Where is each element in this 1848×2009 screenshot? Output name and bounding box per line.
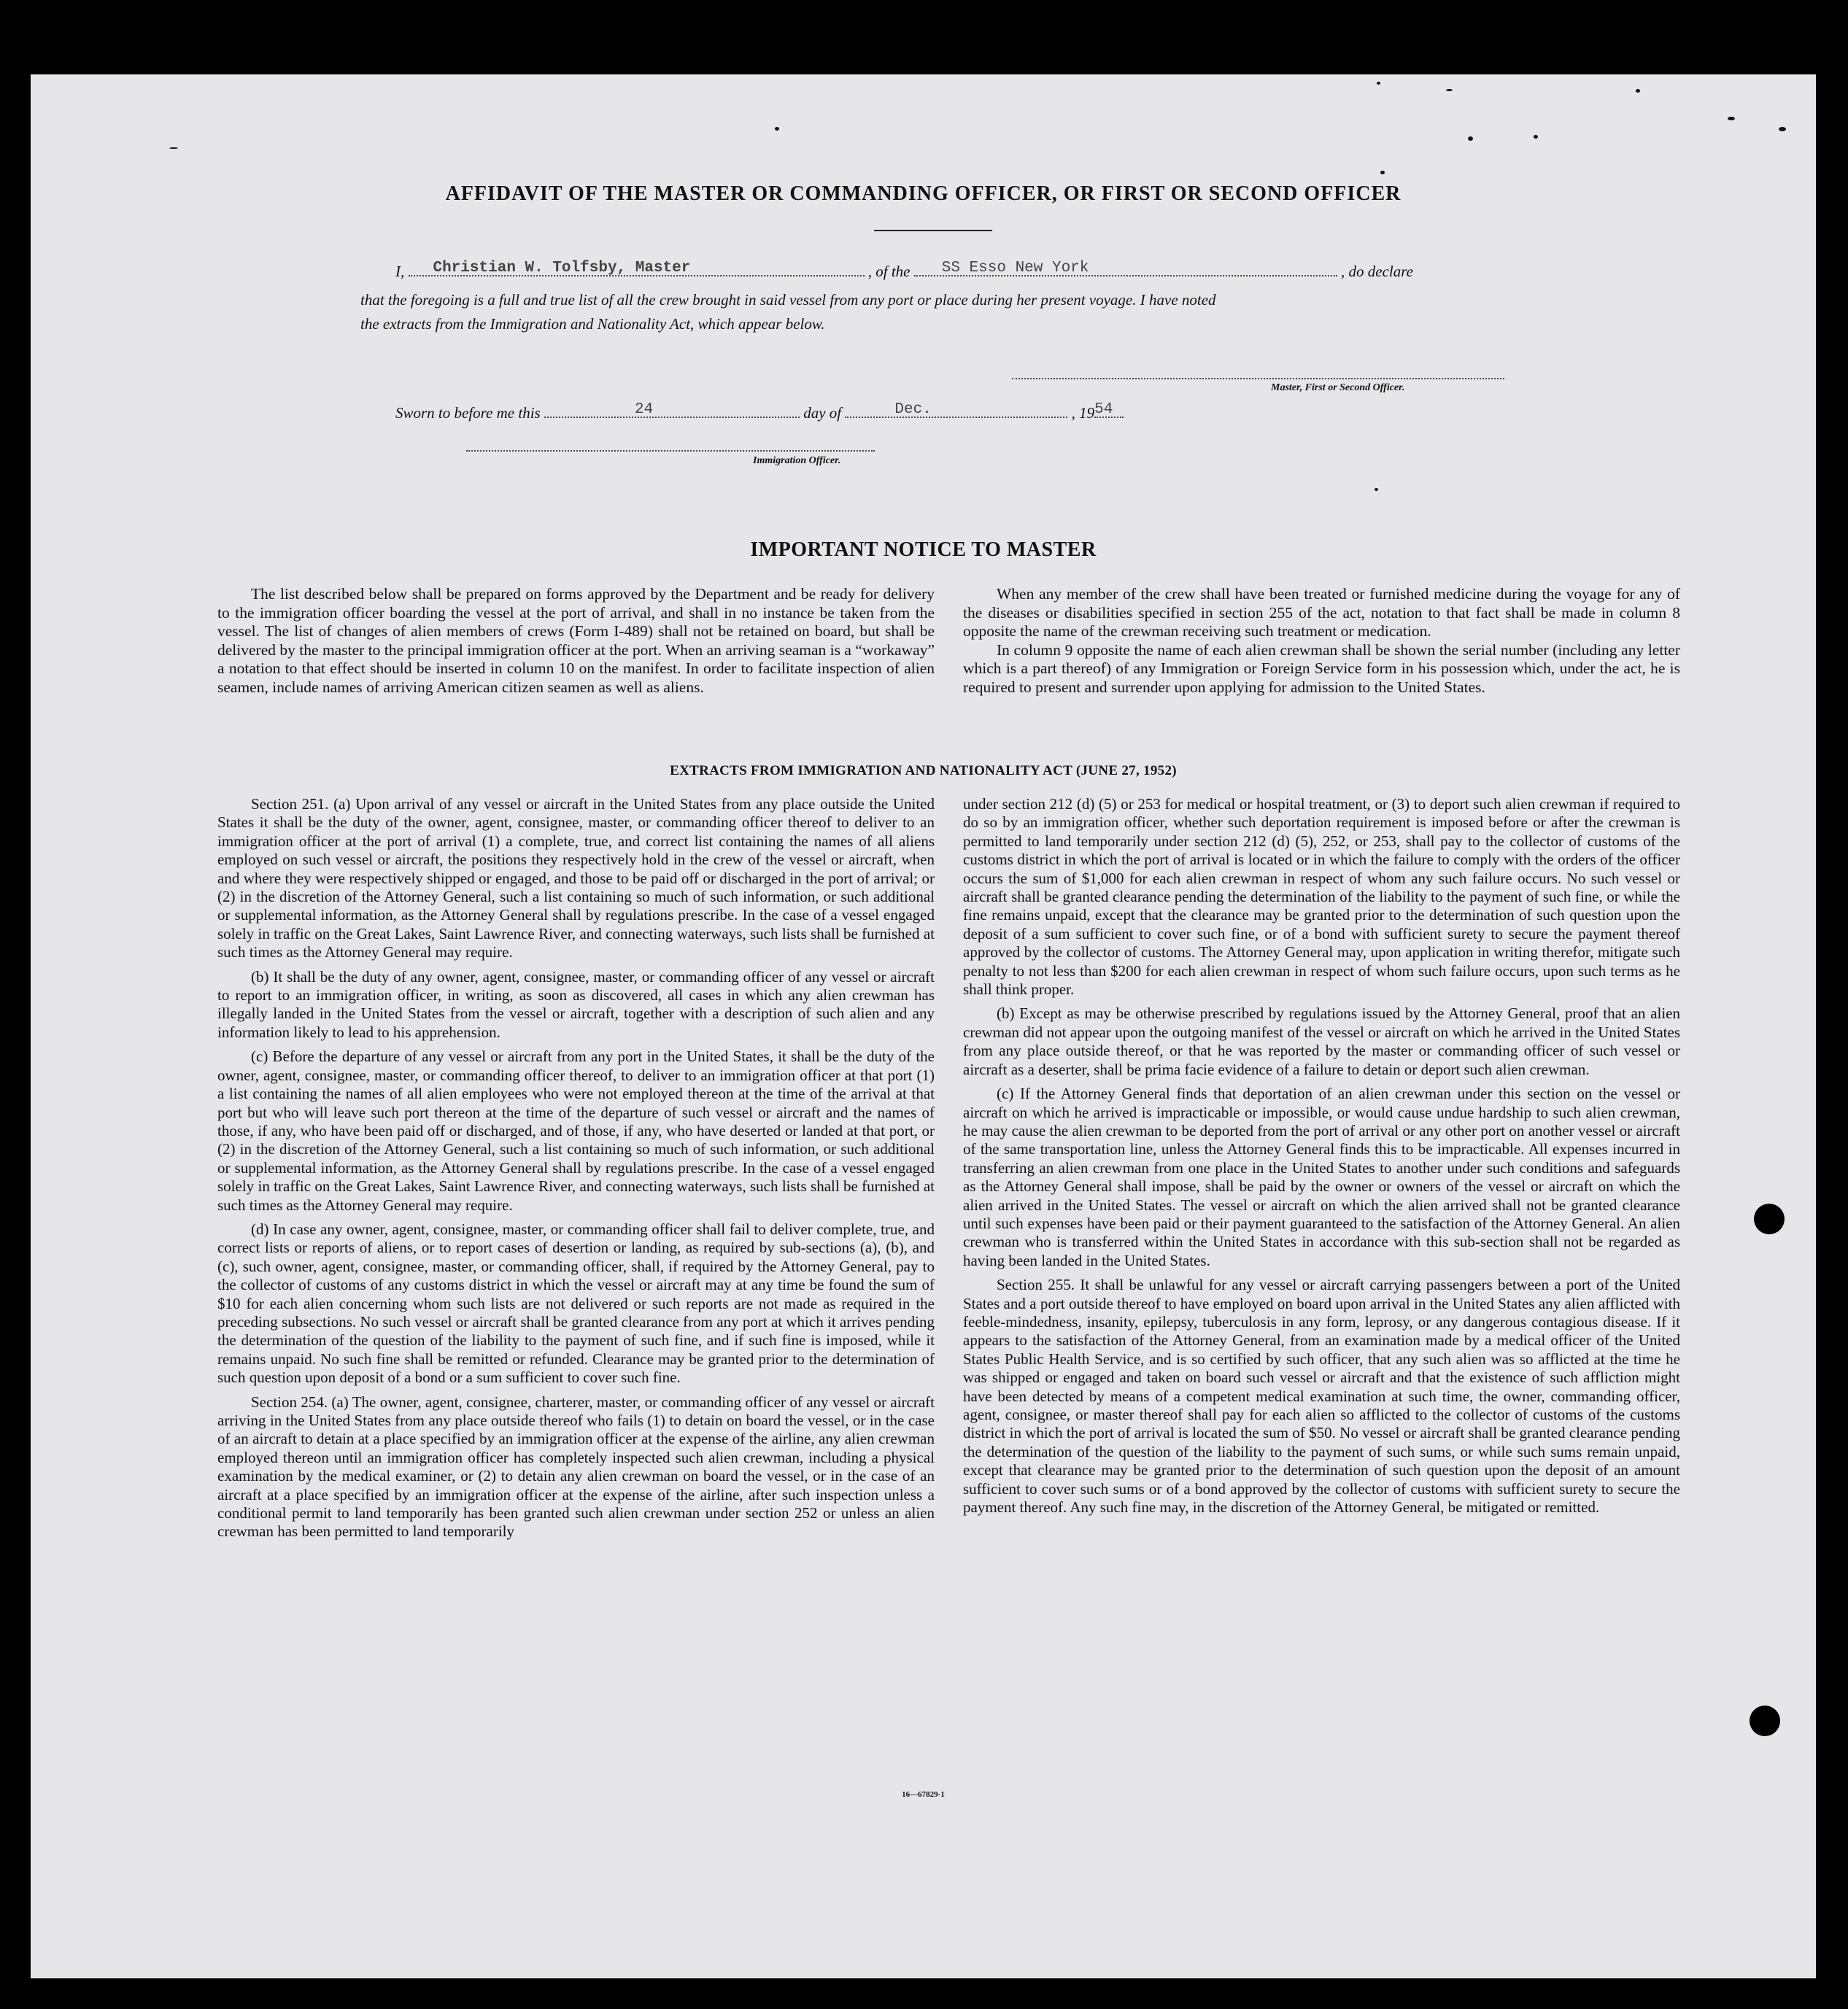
speck [1779,127,1786,131]
notice-right-paragraph-2: In column 9 opposite the name of each alien crewman shall be shown the serial number (including any letter which is a part thereof) of any Immigration or Foreign Service form in his possession which, under the act, he is required to present and surrender upon applying for admission to the United States. [963,640,1680,696]
speck [1380,171,1385,174]
sworn-label: Sworn to before me this [395,404,541,422]
speck [1377,82,1380,85]
title-divider [874,230,992,231]
speck [1375,488,1378,491]
master-name-field[interactable] [409,262,865,276]
speck [1534,135,1538,139]
notice-left-paragraph: The list described below shall be prepared on forms approved by the Department and be ready for delivery to the immigration officer boarding the vessel at the port of arrival, and shall in no instance be taken from the vessel. The list of changes of alien members of crews (Form I-489) shall not be retained on board, but shall be delivered by the master to the principal immigration officer at the port. When an arriving seaman is a “workaway” a notation to that effect should be inserted in column 10 on the manifest. In order to facilitate inspection of alien seamen, include names of arriving American citizen seamen as well as aliens. [217,585,935,696]
section-254-a: Section 254. (a) The owner, agent, consignee, charterer, master, or commanding officer of any vessel or aircraft arriving in the United States from any place outside thereof who fails (1) to detain on board the vessel, or in the case of an aircraft to detain at a place specified by an immigration officer at the expense of the airline, any alien crewman employed thereon until an immigration officer has completely inspected such alien crewman, including a physical examination by the medical examiner, or (2) to detain any alien crewman on board the vessel, or in the case of an aircraft at a place specified by an immigration officer at the expense of the airline, after such inspection unless a conditional permit to land temporarily has been granted such alien crewman under section 252 or unless an alien crewman has been permitted to land temporarily [217,1393,935,1541]
notice-right-paragraph-1: When any member of the crew shall have been treated or furnished medicine during the voyage for any of the diseases or disabilities specified in section 255 of the act, notation to that fact shall be made in column 8 opposite the name of the crewman receiving such treatment or medication. [963,585,1680,640]
extracts-right-column [963,795,1680,1517]
i-label: I, [395,263,405,280]
day-of-label: day of [803,404,842,422]
extracts-title: EXTRACTS FROM IMMIGRATION AND NATIONALITY ACT (JUNE 27, 1952) [670,763,1177,778]
declaration-line-2: the extracts from the Immigration and Nationality Act, which appear below. [360,315,825,333]
section-251-d: (d) In case any owner, agent, consignee, master, or commanding officer shall fail to deliver complete, true, and correct lists or reports of aliens, or to report cases of desertion or landing, as required by sub-sections (a), (b), and (c), such owner, agent, consignee, master, or commanding officer, shall, if required by the Attorney General, pay to the collector of customs of any customs district in which the vessel or aircraft may at any time be found the sum of $10 for each alien concerning whom such lists are not delivered or such reports are not made as required in the preceding subsections. No such vessel or aircraft shall be granted clearance from any port at which it arrives pending the determination of the question of the liability to the payment of such fine, and if such fine is imposed, while it remains unpaid. No such fine shall be remitted or refunded. Clearance may be granted prior to the determination of such question upon deposit of a bond or a sum sufficient to cover such fine. [217,1220,935,1387]
master-name-value: Christian W. Tolfsby, Master [433,260,691,276]
notice-left-column [217,585,935,697]
speck [1468,136,1473,141]
punch-hole [1754,1204,1785,1234]
notice-right-column [963,585,1680,697]
officer-signature-caption: Immigration Officer. [753,455,841,466]
vessel-name-field[interactable] [914,262,1337,276]
affidavit-title: AFFIDAVIT OF THE MASTER OR COMMANDING OFFICER, OR FIRST OR SECOND OFFICER [445,182,1402,205]
master-declaration-line [395,262,1566,281]
speck [1446,89,1453,91]
section-254-c: (c) If the Attorney General finds that deportation of an alien crewman under this section on the vessel or aircraft on which he arrived is impracticable or impossible, or would cause undue hardship to such alien crewman, he may cause the alien crewman to be deported from the port of arrival or any other port on another vessel or aircraft of the same transportation line, unless the Attorney General finds this to be impracticable. All expenses incurred in transferring an alien crewman from one place in the United States to another under such conditions and safeguards as the Attorney General shall impose, shall be paid by the owner or owners of the vessel or aircraft on which the alien arrived in the United States. The vessel or aircraft on which the alien arrived shall not be granted clearance until such expenses have been paid or their payment guaranteed to the satisfaction of the Attorney General. An alien crewman who is transferred within the United States in accordance with this sub-section shall not be regarded as having been landed in the United States. [963,1085,1680,1269]
notice-title: IMPORTANT NOTICE TO MASTER [750,538,1097,561]
sworn-month-value: Dec. [894,401,932,418]
form-number: 16—67829-1 [902,1790,945,1799]
section-255: Section 255. It shall be unlawful for any vessel or aircraft carrying passengers between a port of the United States and a port outside thereof to have employed on board upon arrival in the United States any alien afflicted with feeble-mindedness, insanity, epilepsy, tuberculosis in any form, leprosy, or any dangerous contagious disease. If it appears to the satisfaction of the Attorney General, from an examination made by a medical officer of the United States Public Health Service, and is so certified by such officer, that any such alien was so afflicted at the time he was shipped or engaged and taken on board such vessel or aircraft and that the existence of such affliction might have been detected by means of a competent medical examination at such time, the owner, commanding officer, agent, consignee, or master thereof shall pay for each alien so afflicted to the collector of customs of the customs district in which the port of arrival is located the sum of $50. No vessel or aircraft shall be granted clearance pending the determination of the question of the liability to the payment of such sums, or while such sums remain unpaid, except that clearance may be granted prior to the determination of such question upon the deposit of an amount sufficient to cover such sums or of a bond approved by the collector of customs with sufficient surety to secure the payment thereof. Any such fine may, in the discretion of the Attorney General, be mitigated or remitted. [963,1276,1680,1517]
sworn-month-field[interactable] [845,403,1067,418]
document-page [31,74,1816,1978]
section-251-b: (b) It shall be the duty of any owner, agent, consignee, master, or commanding officer of any vessel or aircraft to report to an immigration officer, in writing, as soon as discovered, all cases in which any alien crewman has illegally landed in the United States from the vessel or aircraft, together with a description of such alien and any information likely to lead to his apprehension. [217,967,935,1041]
section-254-b: (b) Except as may be otherwise prescribed by regulations issued by the Attorney General, proof that an alien crewman did not appear upon the outgoing manifest of the vessel or aircraft on which he arrived in the United States from any place outside thereof, or that he was reported by the master or commanding officer of such vessel or aircraft as a deserter, shall be prima facie evidence of a failure to detain or deport such alien crewman. [963,1004,1680,1078]
officer-signature-line[interactable] [466,450,875,452]
speck [775,127,779,131]
declare-label: , do declare [1341,263,1413,280]
master-signature-caption: Master, First or Second Officer. [1271,382,1405,393]
year-prefix: , 19 [1071,404,1095,422]
of-the-label: , of the [867,263,911,280]
speck [169,147,178,149]
extracts-left-column [217,795,935,1541]
sworn-line [395,403,1124,422]
section-251-a: Section 251. (a) Upon arrival of any vessel or aircraft in the United States from any place outside the United States it shall be the duty of the owner, agent, consignee, master, or commanding officer thereof to deliver to an immigration officer at the port of arrival (1) a complete, true, and correct list containing the names of all aliens employed on such vessel or aircraft, the positions they respectively hold in the crew of the vessel or aircraft, when and where they were respectively shipped or engaged, and those to be paid off or discharged in the port of arrival; or (2) in the discretion of the Attorney General, such a list containing so much of such information, or such additional or supplemental information, as the Attorney General shall by regulations prescribe. In the case of a vessel engaged solely in traffic on the Great Lakes, Saint Lawrence River, and connecting waterways, such lists shall be furnished at such times as the Attorney General may require. [217,795,935,961]
section-254-a-continued: under section 212 (d) (5) or 253 for medical or hospital treatment, or (3) to deport such alien crewman if required to do so by an immigration officer, whether such deportation requirement is imposed before or after the crewman is permitted to land temporarily under section 212 (d) (5), 252, or 253, shall pay to the collector of customs of the customs district in which the port of arrival is located or in which the failure to comply with the orders of the officer occurs the sum of $1,000 for each alien crewman in respect of whom any such failure occurs. No such vessel or aircraft shall be granted clearance pending the determination of the liability to the payment of such fine, or while the fine remains unpaid, except that the clearance may be granted prior to the determination of such question upon the deposit of a sum sufficient to cover such fine, or of a bond with sufficient surety to secure the payment thereof approved by the collector of customs. The Attorney General may, upon application in writing therefor, mitigate such penalty to not less than $200 for each alien crewman in respect of whom such failure occurs, upon such terms as he shall think proper. [963,795,1680,999]
section-251-c: (c) Before the departure of any vessel or aircraft from any port in the United States, it shall be the duty of the owner, agent, consignee, master, or commanding officer thereof, to deliver to an immigration officer at that port (1) a list containing the names of all alien employees who were not employed thereon at the time of the arrival at that port but who will leave such port thereon at the time of the departure of such vessel or aircraft and the names of those, if any, who have been paid off or discharged, and of those, if any, who have deserted or landed at that port, or (2) in the discretion of the Attorney General, such a list containing so much of such information, or such additional or supplemental information, as the Attorney General shall by regulations prescribe. In the case of a vessel engaged solely in traffic on the Great Lakes, Saint Lawrence River, and connecting waterways, such lists shall be furnished at such times as the Attorney General may require. [217,1048,935,1214]
speck [1728,117,1735,120]
sworn-day-field[interactable] [544,403,800,418]
sworn-day-value: 24 [634,401,654,418]
master-signature-line[interactable] [1012,378,1504,379]
declaration-line-1: that the foregoing is a full and true list of all the crew brought in said vessel from any port or place during her present voyage. I have noted [360,291,1216,309]
speck [1636,89,1640,93]
sworn-year-value: 54 [1094,401,1113,418]
vessel-name-value: SS Esso New York [941,260,1089,276]
sworn-year-field[interactable] [1094,403,1124,418]
punch-hole [1750,1706,1780,1736]
